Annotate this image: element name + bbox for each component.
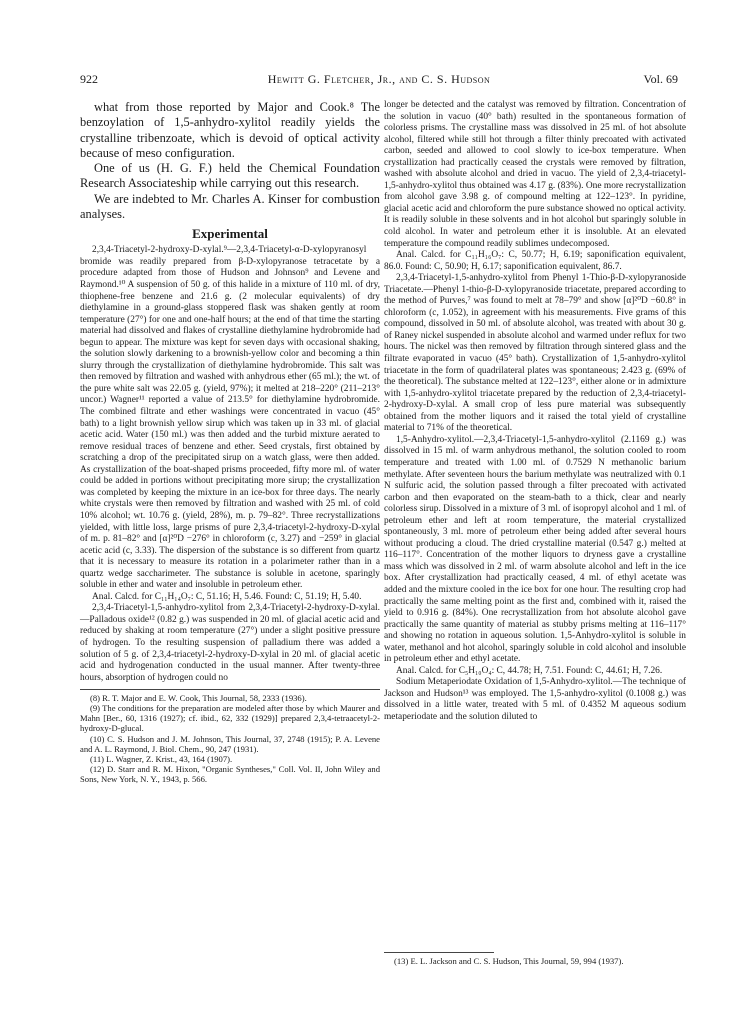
footnote-rule	[80, 689, 380, 690]
running-header	[80, 72, 678, 92]
right-footnote-area	[384, 947, 686, 966]
paragraph: We are indebted to Mr. Charles A. Kinser for combustion analyses.	[80, 191, 380, 222]
footnote-rule	[384, 952, 494, 953]
running-title: Hewitt G. Fletcher, Jr., and C. S. Hudson	[267, 72, 491, 86]
footnotes	[384, 956, 686, 966]
paragraph: 2,3,4-Triacetyl-2-hydroxy-D-xylal.⁹—2,3,4-Triacetyl-α-D-xylopyranosyl bromide was readily prepared from β-D-xylopyranose tetracetate by a procedure adapted from those of Hudson and Johnson⁹ and Levene and Raymond.¹⁰ A suspension of 50 g. of this halide in a mixture of 110 ml. of dry, thiophene-free benzene and 21.6 g. (2 molecular equivalents) of dry diethylamine in a ground-glass stoppered flask was shaken gently at room temperature (27°) for one and one-half hours; at the end of that time the starting material had dissolved and flakes of crystalline diethylamine hydrobromide had begun to appear. The mixture was kept for seven days with occasional shaking, the solution slowly darkening to a brownish-yellow color and becoming a thin slurry through the crystallization of diethylamine hydrobromide. This salt was then removed by filtration and washed with anhydrous ether (65 ml.); the wt. of the pure white salt was 22.05 g. (yield, 97%); it melted at 218–220° (211–213° uncor.) Wagner¹¹ reported a value of 213.5° for diethylamine hydrobromide. The combined filtrate and ether washings were concentrated in vacuo (45° bath) to a light brownish yellow sirup which was taken up in 33 ml. of glacial acetic acid. Water (150 ml.) was then added and the turbid mixture aerated to remove residual traces of benzene and ether. Seed crystals, first obtained by scratching a drop of the precipitated sirup on a watch glass, were then added. As crystallization of the boat-shaped prisms proceeded, fifty more ml. of water could be added in portions without precipitating more sirup; the crystallization was completed by keeping the mixture in an ice-box for three days. The nearly white crystals were then removed by filtration and washed with 25 ml. of cold 10% alcohol; wt. 10.76 g. (yield, 28%), m. p. 79–82°. Three recrystallizations yielded, with little loss, large prisms of pure 2,3,4-triacetyl-2-hydroxy-D-xylal of m. p. 81–82° and [α]²⁰D −276° in chloroform (c, 3.27) and −259° in glacial acetic acid (c, 3.33). The dispersion of the substance is so different from quartz that it is necessary to measure its rotation in a polarimeter rather than in a quartz wedge saccharimeter. The substance is soluble in acetone, sparingly soluble in ether and water and insoluble in petroleum ether.	[80, 245, 380, 591]
paragraph: 2,3,4-Triacetyl-1,5-anhydro-xylitol from Phenyl 1-Thio-β-D-xylopyranoside Triacetate.—Phenyl 1-thio-β-D-xylopyranoside triacetate, prepared according to the method of Purves,⁷ was found to melt at 78–79° and show [α]²⁰D −60.8° in chloroform (c, 1.052), in agreement with his measurements. Five grams of this compound, dissolved in 50 ml. of absolute alcohol, was treated with about 30 g. of Raney nickel suspended in absolute alcohol and warmed under reflux for two hours. The nickel was then removed by filtration through sintered glass and the filtrate evaporated in vacuo (45° bath). Crystallization of 1,5-anhydro-xylitol triacetate in the form of quadrilateral plates was spontaneous; 2.423 g. (69% of the theoretical). The substance melted at 122–123°, either alone or in admixture with 1,5-anhydro-xylitol triacetate prepared by the reduction of 2,3,4-triacetyl-2-hydroxy-D-xylal. A small crop of less pure material was subsequently obtained from the mother liquors and it raised the total yield of crystalline material to 71% of the theoretical.	[384, 273, 686, 434]
experimental-paragraphs	[80, 245, 380, 684]
intro-paragraphs	[80, 100, 380, 222]
footnote: (13) E. L. Jackson and C. S. Hudson, This Journal, 59, 994 (1937).	[394, 956, 624, 966]
footnotes	[80, 693, 380, 784]
paragraph: One of us (H. G. F.) held the Chemical Foundation Research Associateship while carrying out this research.	[80, 161, 380, 191]
right-column	[384, 100, 686, 724]
paragraph: longer be detected and the catalyst was removed by filtration. Concentration of the solution in vacuo (40° bath) resulted in the spontaneous formation of colorless prisms. The crystalline mass was dissolved in 25 ml. of hot absolute alcohol, filtered while still hot through a filter thinly precoated with activated carbon, seeded and allowed to cool slowly to ice-box temperature. When crystallization had practically ceased the crystals were removed by filtration, washed with absolute alcohol and dried in vacuo. The yield of 2,3,4-triacetyl-1,5-anhydro-xylitol thus obtained was 4.17 g. (83%). One more recrystallization from alcohol gave 3.98 g. of compound melting at 122–123°. In pyridine, glacial acetic acid and chloroform the pure substance showed no optical activity. It is readily soluble in these solvents and in hot alcohol but sparingly soluble in cold alcohol. In water and petroleum ether it is insoluble. At an elevated temperature the compound readily sublimes undecomposed.	[384, 100, 686, 249]
footnote: (8) R. T. Major and E. W. Cook, This Journal, 58, 2333 (1936).	[90, 693, 307, 704]
paragraph: Anal. Calcd. for C₁₁H₁₆O₇: C, 50.77; H, 6.19; saponification equivalent, 86.0. Found: C, 50.90; H, 6.17; saponification equivalent, 86.7.	[384, 250, 686, 272]
volume-label: Vol. 69	[643, 72, 678, 86]
section-heading: Experimental	[192, 226, 268, 242]
paragraph: Sodium Metaperiodate Oxidation of 1,5-Anhydro-xylitol.—The technique of Jackson and Hudson¹³ was employed. The 1,5-anhydro-xylitol (0.1008 g.) was dissolved in a little water, treated with 5 ml. of 0.4352 M aqueous sodium metaperiodate and the solution diluted to	[384, 677, 686, 722]
paragraph: what from those reported by Major and Cook.⁸ The benzoylation of 1,5-anhydro-xylitol readily yields the crystalline tribenzoate, which is devoid of optical activity because of meso configuration.	[80, 100, 380, 160]
footnote: (12) D. Starr and R. M. Hixon, "Organic Syntheses," Coll. Vol. II, John Wiley and Sons, New York, N. Y., 1943, p. 566.	[80, 763, 380, 784]
left-column	[80, 100, 380, 784]
paragraph: Anal. Calcd. for C₁₁H₁₄O₇: C, 51.16; H, 5.46. Found: C, 51.19; H, 5.40.	[92, 591, 362, 602]
paragraph: 1,5-Anhydro-xylitol.—2,3,4-Triacetyl-1,5-anhydro-xylitol (2.1169 g.) was dissolved in 15 ml. of warm anhydrous methanol, the solution cooled to room temperature and treated with 1.00 ml. of 0.7529 N methanolic barium methylate. After seventeen hours the barium methylate was neutralized with 0.1 N sulfuric acid, the solution passed through a filter precoated with activated carbon and then evaporated on the steam-bath to a thick, clear and nearly colorless sirup. Dissolved in a mixture of 3 ml. of isopropyl alcohol and 1 ml. of petroleum ether and left at room temperature, the material crystallized spontaneously, 3 ml. more of petroleum ether being added after several hours without producing a cloud. The dried crystalline material (0.547 g.) melted at 116–117°. Concentration of the mother liquors to dryness gave a crystalline mass which was dissolved in 2 ml. of warm absolute alcohol and left in the ice box. After crystallization had practically ceased, 4 ml. of ethyl acetate was added and the mixture cooled in the ice box for one hour. The resulting crop had practically the same melting point as the first and, combined with it, raised the yield to 0.916 g. (84%). One recrystallization from hot absolute alcohol gave practically the same quantity of material as stubby prisms melting at 116–117° and showing no rotation in aqueous solution. 1,5-Anhydro-xylitol is soluble in water, methanol and hot alcohol, sparingly soluble in cold alcohol and insoluble in petroleum ether and ethyl acetate.	[384, 434, 686, 665]
footnote: (11) L. Wagner, Z. Krist., 43, 164 (1907).	[90, 753, 233, 764]
footnote: (10) C. S. Hudson and J. M. Johnson, This Journal, 37, 2748 (1915); P. A. Levene and A. L. Raymond, J. Biol. Chem., 90, 247 (1931).	[80, 733, 380, 754]
paragraph: 2,3,4-Triacetyl-1,5-anhydro-xylitol from 2,3,4-Triacetyl-2-hydroxy-D-xylal.—Palladous oxide¹² (0.82 g.) was suspended in 20 ml. of glacial acetic acid and reduced by shaking at room temperature (27°) under a slight positive pressure of hydrogen. To the resulting suspension of palladium there was added a solution of 5 g. of 2,3,4-triacetyl-2-hydroxy-D-xylal in 20 ml. of glacial acetic acid and hydrogenation conducted in the usual manner. After twenty-three hours, absorption of hydrogen could no	[80, 603, 380, 683]
paragraph: Anal. Calcd. for C₅H₁₀O₄: C, 44.78; H, 7.51. Found: C, 44.61; H, 7.26.	[396, 665, 663, 676]
page-number: 922	[80, 72, 98, 86]
footnote: (9) The conditions for the preparation are modeled after those by which Maurer and Mahn [Ber., 60, 1316 (1927); cf. ibid., 62, 332 (1929)] prepared 2,3,4-tetraacetyl-2-hydroxy-D-glucal.	[80, 703, 380, 734]
